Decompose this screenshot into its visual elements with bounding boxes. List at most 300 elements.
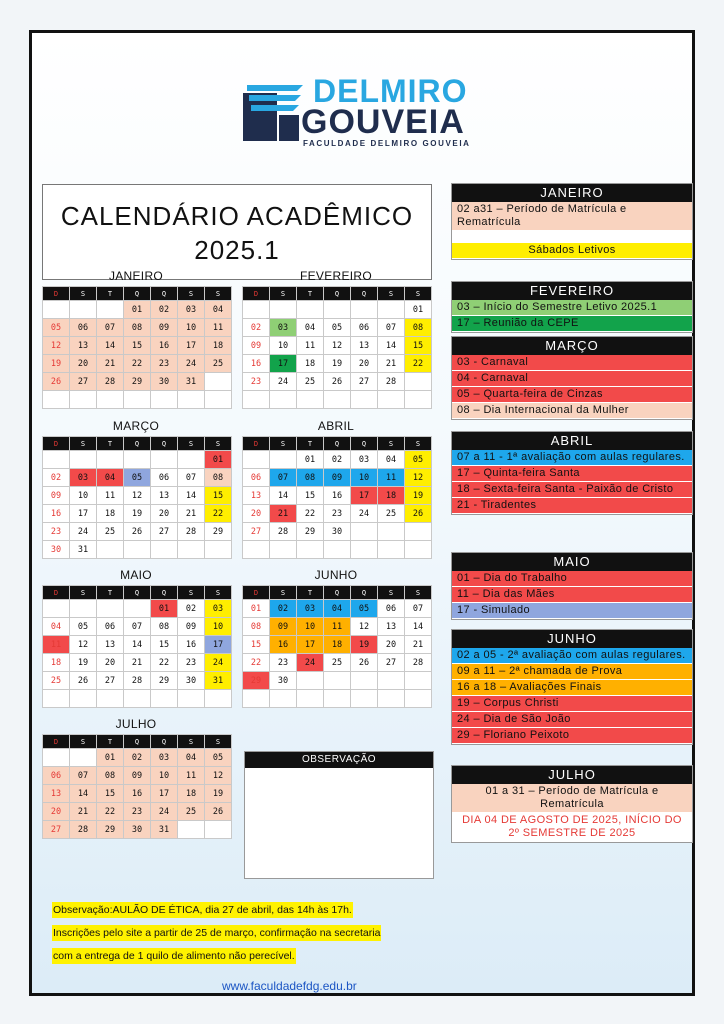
empty-cell (270, 451, 297, 469)
weekday-label: S (70, 586, 97, 600)
day-cell: 23 (270, 654, 297, 672)
day-cell: 28 (378, 373, 405, 391)
empty-cell (124, 600, 151, 618)
day-cell: 04 (297, 319, 324, 337)
weekday-label: T (97, 586, 124, 600)
day-cell: 07 (178, 469, 205, 487)
calendar-fevereiro (242, 286, 432, 409)
day-cell: 25 (297, 373, 324, 391)
weekday-label: S (70, 287, 97, 301)
empty-cell (124, 451, 151, 469)
events-header-janeiro: JANEIRO (452, 184, 692, 202)
day-cell: 04 (97, 469, 124, 487)
day-cell: 20 (151, 505, 178, 523)
book-logo-icon (237, 81, 307, 143)
day-cell: 06 (351, 319, 378, 337)
weekday-label: D (43, 735, 70, 749)
month-name-marco: MARÇO (112, 419, 160, 433)
day-cell: 22 (243, 654, 270, 672)
day-cell: 02 (243, 319, 270, 337)
day-cell: 21 (405, 636, 432, 654)
week-row (43, 785, 232, 803)
weekday-label: S (70, 437, 97, 451)
empty-cell (97, 600, 124, 618)
day-cell: 29 (124, 373, 151, 391)
events-header-julho: JULHO (452, 766, 692, 784)
day-cell: 10 (151, 767, 178, 785)
week-row (43, 821, 232, 839)
week-row (243, 391, 432, 409)
weekday-label: S (178, 735, 205, 749)
day-cell: 17 (70, 505, 97, 523)
day-cell: 04 (378, 451, 405, 469)
day-cell: 31 (178, 373, 205, 391)
event-item: 03 – Início do Semestre Letivo 2025.1 (452, 300, 692, 316)
day-cell: 14 (97, 337, 124, 355)
day-cell: 20 (70, 355, 97, 373)
day-cell: 29 (97, 821, 124, 839)
day-cell: 11 (178, 767, 205, 785)
day-cell: 01 (297, 451, 324, 469)
event-item: 29 – Floriano Peixoto (452, 728, 692, 744)
day-cell: 27 (70, 373, 97, 391)
day-cell: 30 (270, 672, 297, 690)
day-cell: 23 (43, 523, 70, 541)
empty-cell (351, 523, 378, 541)
empty-cell (378, 391, 405, 409)
day-cell: 06 (378, 600, 405, 618)
day-cell: 25 (97, 523, 124, 541)
day-cell: 14 (124, 636, 151, 654)
empty-cell (270, 541, 297, 559)
empty-cell (405, 373, 432, 391)
day-cell: 21 (97, 355, 124, 373)
day-cell: 27 (43, 821, 70, 839)
week-row (243, 373, 432, 391)
empty-cell (243, 541, 270, 559)
day-cell: 29 (151, 672, 178, 690)
weekday-label: S (178, 287, 205, 301)
day-cell: 02 (124, 749, 151, 767)
week-row (43, 618, 232, 636)
day-cell: 23 (324, 505, 351, 523)
observation-note-text: Observação:AULÃO DE ÉTICA, dia 27 de abril, das 14h às 17h. Inscrições pelo site a partir de 25 de março, confirmação na secretaria com a entrega de 1 quilo de alimento não perecível. (53, 904, 381, 962)
empty-cell (43, 690, 70, 708)
day-cell: 11 (43, 636, 70, 654)
day-cell: 05 (124, 469, 151, 487)
empty-cell (324, 301, 351, 319)
month-name-julho: JULHO (115, 717, 157, 731)
day-cell: 28 (178, 523, 205, 541)
day-cell: 01 (151, 600, 178, 618)
day-cell: 28 (70, 821, 97, 839)
week-row (243, 355, 432, 373)
day-cell: 20 (97, 654, 124, 672)
week-row (243, 451, 432, 469)
empty-cell (243, 690, 270, 708)
day-cell: 23 (124, 803, 151, 821)
day-cell: 17 (178, 337, 205, 355)
calendar-abril (242, 436, 432, 559)
day-cell: 21 (270, 505, 297, 523)
day-cell: 12 (324, 337, 351, 355)
day-cell: 20 (43, 803, 70, 821)
day-cell: 22 (151, 654, 178, 672)
calendar-janeiro (42, 286, 232, 409)
week-row (43, 636, 232, 654)
weekday-label: S (205, 586, 232, 600)
day-cell: 23 (151, 355, 178, 373)
day-cell: 13 (97, 636, 124, 654)
day-cell: 05 (205, 749, 232, 767)
empty-cell (205, 391, 232, 409)
empty-cell (70, 600, 97, 618)
weekday-label: D (243, 586, 270, 600)
empty-cell (351, 541, 378, 559)
day-cell: 02 (43, 469, 70, 487)
empty-cell (243, 451, 270, 469)
day-cell: 03 (151, 749, 178, 767)
day-cell: 21 (178, 505, 205, 523)
day-cell: 18 (205, 337, 232, 355)
event-item: 24 – Dia de São João (452, 712, 692, 728)
day-cell: 12 (405, 469, 432, 487)
empty-cell (351, 690, 378, 708)
day-cell: 05 (324, 319, 351, 337)
empty-cell (405, 690, 432, 708)
week-row (243, 618, 432, 636)
weekday-header (43, 437, 232, 451)
day-cell: 09 (324, 469, 351, 487)
day-cell: 30 (124, 821, 151, 839)
event-item: 21 - Tiradentes (452, 498, 692, 514)
empty-cell (43, 391, 70, 409)
event-item: 16 a 18 – Avaliações Finais (452, 680, 692, 696)
day-cell: 26 (205, 803, 232, 821)
weekday-label: S (378, 287, 405, 301)
weekday-label: T (97, 287, 124, 301)
events-header-marco: MARÇO (452, 337, 692, 355)
empty-cell (178, 391, 205, 409)
weekday-label: Q (151, 287, 178, 301)
weekday-label: S (270, 586, 297, 600)
event-item: 01 a 31 – Período de Matrícula e Rematrícula (452, 784, 692, 813)
day-cell: 10 (270, 337, 297, 355)
weekday-label: S (178, 437, 205, 451)
day-cell: 08 (205, 469, 232, 487)
events-header-abril: ABRIL (452, 432, 692, 450)
page-title (42, 184, 432, 280)
events-fevereiro (451, 281, 693, 333)
week-row (243, 523, 432, 541)
weekday-label: S (205, 735, 232, 749)
empty-cell (270, 301, 297, 319)
weekday-label: S (405, 437, 432, 451)
day-cell: 09 (243, 337, 270, 355)
day-cell: 01 (124, 301, 151, 319)
observacao-box (244, 751, 434, 879)
weekday-label: Q (351, 287, 378, 301)
week-row (43, 749, 232, 767)
empty-cell (297, 391, 324, 409)
day-cell: 24 (351, 505, 378, 523)
day-cell: 26 (124, 523, 151, 541)
empty-cell (151, 541, 178, 559)
week-row (43, 469, 232, 487)
events-julho (451, 765, 693, 843)
day-cell: 14 (378, 337, 405, 355)
day-cell: 22 (205, 505, 232, 523)
day-cell: 04 (205, 301, 232, 319)
empty-cell (97, 541, 124, 559)
day-cell: 07 (70, 767, 97, 785)
day-cell: 08 (297, 469, 324, 487)
day-cell: 15 (97, 785, 124, 803)
day-cell: 09 (151, 319, 178, 337)
day-cell: 06 (243, 469, 270, 487)
empty-cell (405, 672, 432, 690)
empty-cell (97, 690, 124, 708)
week-row (43, 487, 232, 505)
day-cell: 27 (378, 654, 405, 672)
week-row (243, 636, 432, 654)
day-cell: 10 (178, 319, 205, 337)
empty-cell (270, 391, 297, 409)
day-cell: 06 (70, 319, 97, 337)
day-cell: 23 (243, 373, 270, 391)
day-cell: 12 (205, 767, 232, 785)
week-row (43, 690, 232, 708)
empty-cell (351, 301, 378, 319)
day-cell: 01 (243, 600, 270, 618)
day-cell: 22 (97, 803, 124, 821)
day-cell: 22 (405, 355, 432, 373)
day-cell: 24 (270, 373, 297, 391)
event-item: 17 – Reunião da CEPE (452, 316, 692, 332)
weekday-label: D (243, 437, 270, 451)
event-item: DIA 04 DE AGOSTO DE 2025, INÍCIO DO 2º SEMESTRE DE 2025 (452, 813, 692, 842)
empty-cell (97, 391, 124, 409)
day-cell: 25 (324, 654, 351, 672)
event-item: 05 – Quarta-feira de Cinzas (452, 387, 692, 403)
day-cell: 10 (351, 469, 378, 487)
day-cell: 24 (151, 803, 178, 821)
weekday-label: S (205, 437, 232, 451)
week-row (43, 391, 232, 409)
day-cell: 28 (124, 672, 151, 690)
day-cell: 04 (324, 600, 351, 618)
day-cell: 19 (70, 654, 97, 672)
empty-cell (178, 690, 205, 708)
weekday-label: D (43, 437, 70, 451)
weekday-label: D (43, 287, 70, 301)
empty-cell (178, 451, 205, 469)
day-cell: 03 (70, 469, 97, 487)
empty-cell (270, 690, 297, 708)
empty-cell (97, 451, 124, 469)
weekday-label: S (205, 287, 232, 301)
week-row (243, 672, 432, 690)
day-cell: 25 (378, 505, 405, 523)
weekday-label: Q (124, 586, 151, 600)
day-cell: 25 (205, 355, 232, 373)
event-item: 02 a 05 - 2ª avaliação com aulas regulares. (452, 648, 692, 664)
events-maio (451, 552, 693, 620)
weekday-label: Q (124, 287, 151, 301)
day-cell: 20 (378, 636, 405, 654)
day-cell: 14 (178, 487, 205, 505)
empty-cell (205, 541, 232, 559)
day-cell: 01 (97, 749, 124, 767)
day-cell: 17 (270, 355, 297, 373)
weekday-label: S (178, 586, 205, 600)
day-cell: 18 (97, 505, 124, 523)
day-cell: 13 (378, 618, 405, 636)
weekday-header (43, 287, 232, 301)
day-cell: 28 (270, 523, 297, 541)
week-row (243, 690, 432, 708)
day-cell: 26 (324, 373, 351, 391)
day-cell: 09 (43, 487, 70, 505)
week-row (43, 600, 232, 618)
day-cell: 11 (205, 319, 232, 337)
day-cell: 16 (270, 636, 297, 654)
empty-cell (324, 541, 351, 559)
day-cell: 16 (124, 785, 151, 803)
day-cell: 02 (324, 451, 351, 469)
empty-cell (124, 690, 151, 708)
calendar-marco (42, 436, 232, 559)
week-row (43, 672, 232, 690)
weekday-header (43, 586, 232, 600)
day-cell: 17 (151, 785, 178, 803)
day-cell: 18 (378, 487, 405, 505)
day-cell: 17 (205, 636, 232, 654)
event-item: 03 - Carnaval (452, 355, 692, 371)
day-cell: 30 (151, 373, 178, 391)
day-cell: 30 (178, 672, 205, 690)
week-row (243, 319, 432, 337)
week-row (43, 319, 232, 337)
day-cell: 15 (205, 487, 232, 505)
day-cell: 22 (124, 355, 151, 373)
weekday-label: S (405, 287, 432, 301)
event-item: Sábados Letivos (452, 243, 692, 259)
day-cell: 13 (243, 487, 270, 505)
week-row (43, 355, 232, 373)
day-cell: 27 (243, 523, 270, 541)
day-cell: 19 (405, 487, 432, 505)
weekday-label: D (43, 586, 70, 600)
day-cell: 31 (70, 541, 97, 559)
empty-cell (97, 301, 124, 319)
empty-cell (43, 600, 70, 618)
empty-cell (297, 672, 324, 690)
day-cell: 31 (205, 672, 232, 690)
day-cell: 28 (405, 654, 432, 672)
logo-line2: GOUVEIA (301, 103, 465, 141)
weekday-label: Q (324, 437, 351, 451)
empty-cell (205, 373, 232, 391)
event-item: 04 - Carnaval (452, 371, 692, 387)
empty-cell (70, 749, 97, 767)
day-cell: 21 (378, 355, 405, 373)
event-item: 02 a31 – Período de Matrícula e Rematrícula (452, 202, 692, 231)
day-cell: 07 (124, 618, 151, 636)
weekday-label: Q (151, 437, 178, 451)
observation-note (52, 899, 392, 968)
week-row (43, 301, 232, 319)
week-row (243, 301, 432, 319)
week-row (43, 451, 232, 469)
empty-cell (324, 690, 351, 708)
event-item: 17 – Quinta-feira Santa (452, 466, 692, 482)
events-janeiro (451, 183, 693, 260)
week-row (243, 505, 432, 523)
empty-cell (405, 391, 432, 409)
website-link[interactable]: www.faculdadefdg.edu.br (222, 979, 357, 993)
weekday-label: S (405, 586, 432, 600)
day-cell: 26 (70, 672, 97, 690)
empty-cell (405, 523, 432, 541)
day-cell: 25 (43, 672, 70, 690)
empty-cell (151, 391, 178, 409)
empty-cell (124, 541, 151, 559)
day-cell: 20 (243, 505, 270, 523)
event-item: 18 – Sexta-feira Santa - Paixão de Cristo (452, 482, 692, 498)
day-cell: 27 (151, 523, 178, 541)
day-cell: 27 (351, 373, 378, 391)
week-row (43, 803, 232, 821)
empty-cell (151, 690, 178, 708)
weekday-label: Q (324, 287, 351, 301)
day-cell: 10 (70, 487, 97, 505)
week-row (243, 654, 432, 672)
weekday-label: S (70, 735, 97, 749)
day-cell: 16 (151, 337, 178, 355)
day-cell: 09 (270, 618, 297, 636)
weekday-label: T (97, 437, 124, 451)
observacao-header: OBSERVAÇÃO (245, 752, 433, 768)
day-cell: 13 (351, 337, 378, 355)
day-cell: 08 (243, 618, 270, 636)
day-cell: 22 (297, 505, 324, 523)
calendar-page (29, 30, 695, 996)
day-cell: 24 (178, 355, 205, 373)
week-row (243, 487, 432, 505)
day-cell: 19 (205, 785, 232, 803)
week-row (43, 523, 232, 541)
empty-cell (70, 391, 97, 409)
day-cell: 15 (151, 636, 178, 654)
logo (237, 73, 497, 148)
event-item: 19 – Corpus Christi (452, 696, 692, 712)
empty-cell (405, 541, 432, 559)
day-cell: 03 (297, 600, 324, 618)
empty-cell (351, 391, 378, 409)
day-cell: 18 (43, 654, 70, 672)
empty-cell (205, 821, 232, 839)
weekday-header (243, 586, 432, 600)
day-cell: 21 (70, 803, 97, 821)
day-cell: 07 (270, 469, 297, 487)
empty-cell (205, 690, 232, 708)
day-cell: 31 (151, 821, 178, 839)
empty-cell (70, 301, 97, 319)
empty-cell (351, 672, 378, 690)
events-marco (451, 336, 693, 420)
weekday-label: Q (351, 437, 378, 451)
